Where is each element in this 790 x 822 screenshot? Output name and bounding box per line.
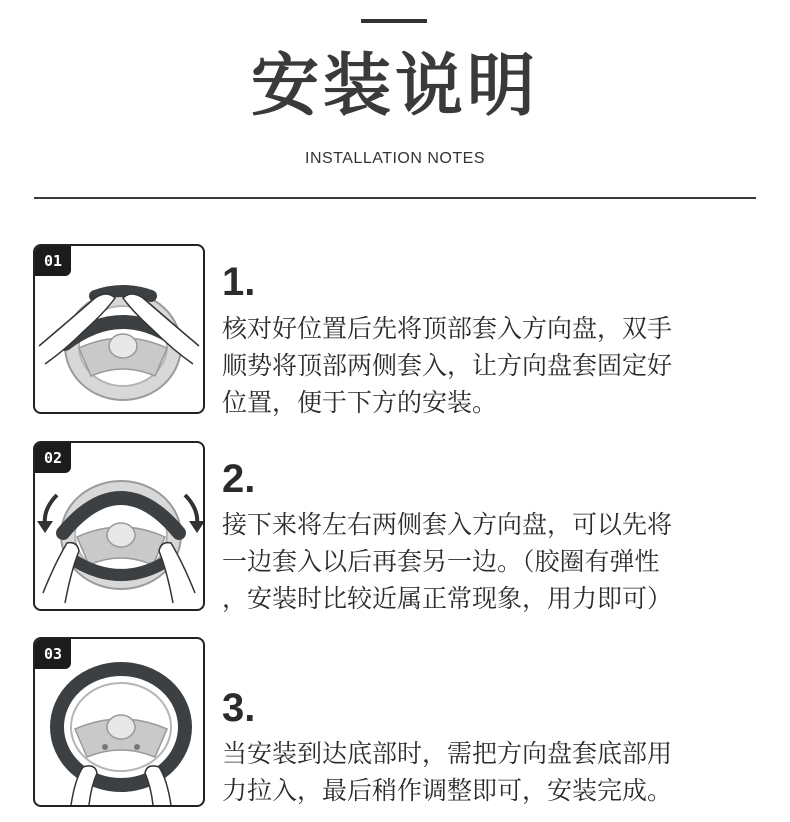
step-line: 位置，便于下方的安装。 xyxy=(222,388,498,417)
step-line: 一边套入以后再套另一边。（胶圈有弹性 xyxy=(222,547,660,576)
step-line: ，安装时比较近属正常现象，用力即可） xyxy=(222,584,673,613)
step-badge: 01 xyxy=(35,246,71,276)
step-number: 2. xyxy=(222,457,256,501)
step-1-card xyxy=(33,244,205,414)
step-description xyxy=(222,310,762,421)
step-line: 当安装到达底部时，需把方向盘套底部用 xyxy=(222,739,673,768)
step-description xyxy=(222,735,762,809)
step-number: 3. xyxy=(222,686,256,730)
step-line: 顺势将顶部两侧套入，让方向盘套固定好 xyxy=(222,351,673,380)
step-badge: 03 xyxy=(35,639,71,669)
step-description xyxy=(222,506,762,617)
step-line: 力拉入，最后稍作调整即可，安装完成。 xyxy=(222,776,673,805)
header-accent-bar xyxy=(361,19,427,23)
step-line: 核对好位置后先将顶部套入方向盘，双手 xyxy=(222,314,673,343)
step-3-card xyxy=(33,637,205,807)
step-badge: 02 xyxy=(35,443,71,473)
step-number: 1. xyxy=(222,260,256,304)
header-divider xyxy=(34,197,756,199)
step-line: 接下来将左右两侧套入方向盘，可以先将 xyxy=(222,510,673,539)
page-title: 安装说明 xyxy=(250,47,539,126)
page-subtitle: INSTALLATION NOTES xyxy=(305,150,485,167)
step-2-card xyxy=(33,441,205,611)
